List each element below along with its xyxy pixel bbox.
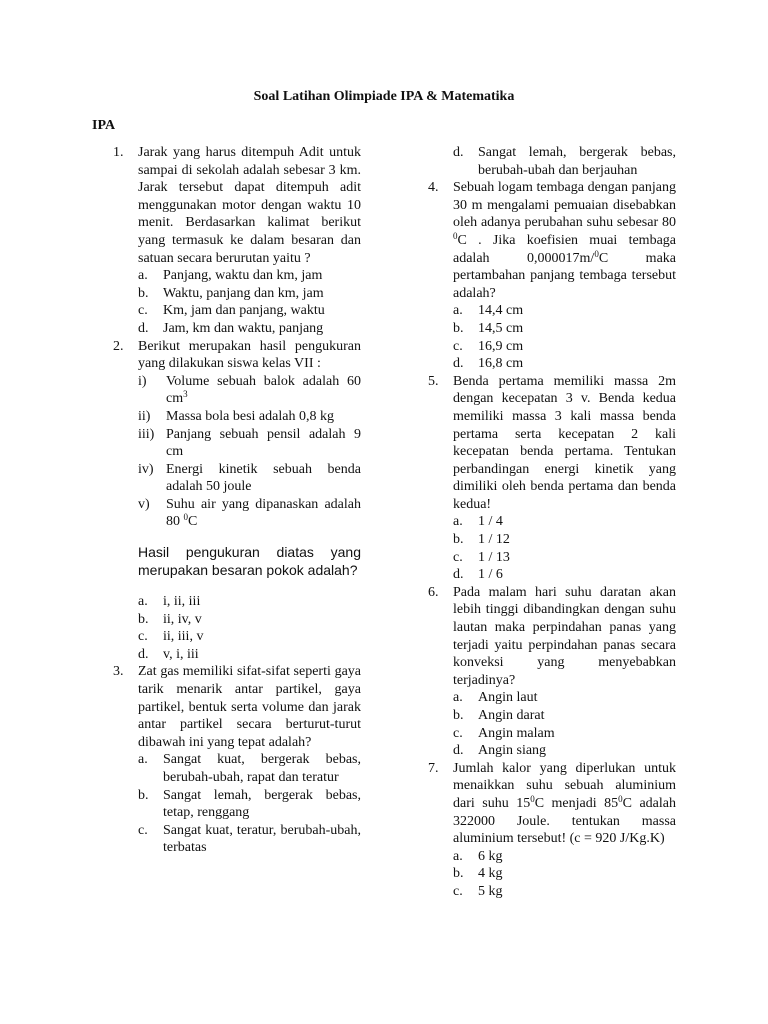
option-c: c. 16,9 cm [453,338,524,354]
option-a: a. Panjang, waktu dan km, jam [138,268,323,284]
option-c: c. Km, jam dan panjang, waktu [138,303,325,319]
measurement-iii: iii) Panjang sebuah pensil adalah 9 cm [138,426,361,460]
question-text: Jumlah kalor yang diperlukan untuk menaikkan suhu sebuah aluminium dari suhu $15^0C$ menjadi $85^0C$ adalah 322000 Joule. tentukan massa aluminium tersebut! (c = 920 J/Kg.K) [453,760,677,847]
page-title: Soal Latihan Olimpiade IPA & Matematika [253,89,515,104]
measurement-iv: iv) Energi kinetik sebuah benda adalah 50 joule [138,461,361,495]
measurement-v: v) Suhu air yang dipanaskan adalah 80 $^0$C [138,496,361,530]
question-7 [428,760,676,901]
measurement-ii: ii) Massa bola besi adalah 0,8 kg [138,408,334,424]
question-text: Pada malam hari suhu daratan akan lebih tinggi dibandingkan dengan suhu lautan maka perpindahan panas yang terjadi yaitu perpindahan panas secara konveksi yang menyebabkan terjadinya? [453,584,676,688]
option-b: b. Angin darat [453,708,545,723]
question-3 [113,663,361,857]
option-b: b. 14,5 cm [453,320,524,336]
option-c: c. 5 kg [453,883,503,899]
question-2-options [113,593,361,663]
question-1 [113,144,361,338]
left-column [113,144,361,857]
question-text: Zat gas memiliki sifat-sifat seperti gaya tarik menarik antar partikel, gaya partikel, bentuk serta volume dan jarak antar partikel secara berturut-turut dibawah ini yang tepat adalah? [138,664,361,750]
option-b: b. Sangat lemah, bergerak bebas, tetap, renggang [138,787,361,821]
question-4 [428,179,676,373]
option-c: c. Sangat kuat, teratur, berubah-ubah, terbatas [138,822,361,856]
question-text: Benda pertama memiliki massa 2m dengan kecepatan 3 v. Benda kedua memiliki massa 3 kali massa benda pertama serta kecepatan 2 kali kecepatan benda pertama. Tentukan perbandingan energi kinetik yang dimiliki oleh benda pertama dan benda kedua! [453,373,676,512]
question-number: 2. [113,338,124,354]
question-number: 1. [113,145,124,160]
option-d: d. Jam, km dan waktu, panjang [138,320,324,336]
option-d: d. v, i, iii [138,646,199,662]
option-d: d. Sangat lemah, bergerak bebas, berubah-ubah dan berjauhan [453,145,676,178]
question-6 [428,584,676,760]
option-a: a. 6 kg [453,848,503,864]
question-text: Jarak yang harus ditempuh Adit untuk sampai di sekolah adalah sebesar 3 km. Jarak tersebut dapat ditempuh adit menggunakan motor dengan waktu 10 menit. Berdasarkan kalimat berikut yang termasuk ke dalam besaran dan satuan secara berurutan yaitu ? [138,145,361,266]
question-number: 3. [113,664,124,680]
question-number: 7. [428,760,439,776]
option-a: a. Sangat kuat, bergerak bebas, berubah-ubah, rapat dan teratur [138,752,361,785]
option-d: d. 1 / 6 [453,567,503,583]
option-b: b. Waktu, panjang dan km, jam [138,285,324,301]
question-number: 6. [428,584,439,600]
question-number: 4. [428,180,439,196]
question-number: 5. [428,373,439,389]
option-a: a. Angin laut [453,690,538,706]
option-a: a. 1 / 4 [453,514,503,530]
question-2 [113,338,361,532]
question-3-continued [428,144,676,179]
option-c: c. 1 / 13 [453,549,510,565]
option-a: a. 14,4 cm [453,303,524,319]
right-column [428,144,676,901]
option-b: b. 1 / 12 [453,532,510,548]
option-a: a. i, ii, iii [138,594,201,610]
question-2-prompt: Hasil pengukuran diatas yang merupakan besaran pokok adalah? [138,544,361,579]
question-text: Sebuah logam tembaga dengan panjang 30 m mengalami pemuaian disebabkan oleh adanya perubahan suhu sebesar 80 $^0$C . Jika koefisien muai tembaga adalah 0,000017m/$^0$C maka pertambahan panjang tembaga tersebut adalah? [453,180,676,301]
option-b: b. 4 kg [453,866,503,882]
option-c: c. ii, iii, v [138,629,204,645]
option-b: b. ii, iv, v [138,611,202,627]
option-c: c. Angin malam [453,725,555,741]
measurement-i: i) Volume sebuah balok adalah 60 $cm^3$ [138,373,361,407]
section-heading: IPA [92,118,116,133]
option-d: d. 16,8 cm [453,356,524,372]
question-text: Berikut merupakan hasil pengukuran yang dilakukan siswa kelas VII : [138,338,361,372]
question-5 [428,373,676,584]
option-d: d. Angin siang [453,743,547,759]
